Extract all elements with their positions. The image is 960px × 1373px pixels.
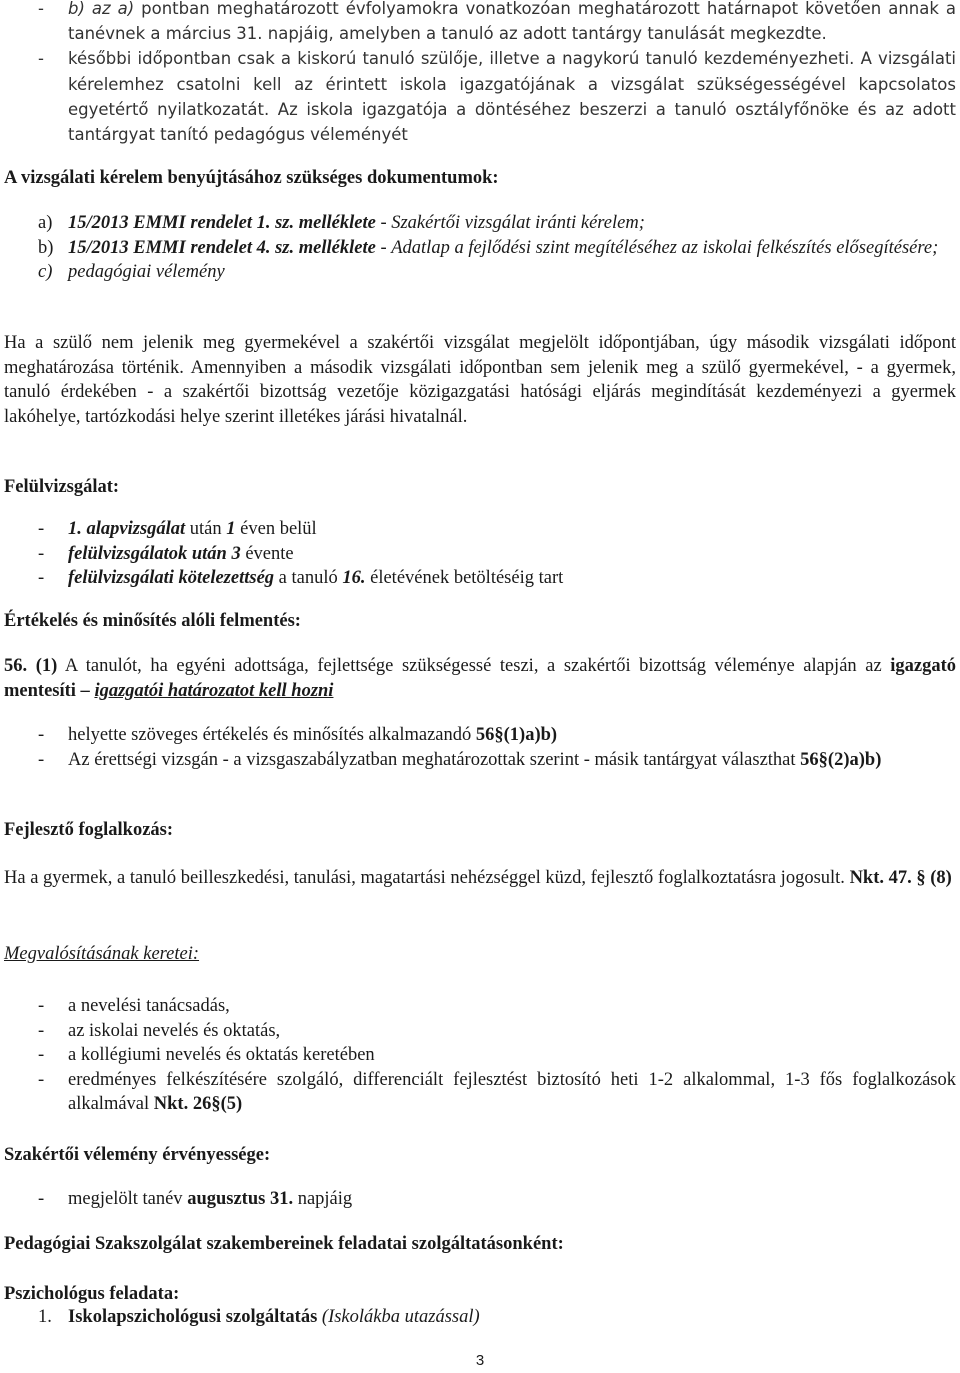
text-run: 1. alapvizsgálat [68,519,186,539]
top-list [4,0,956,147]
text-run: az iskolai nevelés és oktatás, [68,1020,281,1041]
list-marker: - [38,49,44,69]
list-item [4,1043,956,1068]
felulvizsgalat-list [4,517,956,591]
text-run: 56§(1)a)b) [475,725,558,745]
ertekeles-list [4,723,956,772]
docs-heading: A vizsgálati kérelem benyújtásához szükséges dokumentumok: [4,168,499,188]
ervenyesseg-heading: Szakértői vélemény érvényessége: [4,1145,271,1165]
list-marker: - [38,1189,45,1209]
list-marker: - [38,1069,45,1090]
text-run: pedagógiai vélemény [68,262,225,282]
text-run: 16. [342,568,366,588]
text-run: 1 [226,519,236,539]
list-marker: - [38,519,45,539]
list-item [4,1019,956,1044]
list-item [4,748,956,773]
text-run: a kollégiumi nevelés és oktatás keretében [68,1045,375,1065]
text-run: napjáig [293,1189,353,1209]
text-run: későbbi időpontban csak a kiskorú tanuló szülője, illetve a nagykorú tanuló kezdeményezheti. A vizsgálati kérelemhez csatolni kell az érintett iskola igazgatójának a vizsgálat szükségességével kapcsolatos egyetértő nyilatkozatát. Az iskola igazgatója a döntéséhez beszerzi a tanuló osztályfőnöke és az adott tantárgyat tanító pedagógus véleményét [68,49,956,145]
ervenyesseg-list [4,1187,956,1212]
pedagogiai-heading: Pedagógiai Szakszolgálat szakembereinek feladatai szolgáltatásonként: [4,1234,564,1254]
megvalositas-heading: Megvalósításának keretei: [4,944,200,964]
paragraph-absence: Ha a szülő nem jelenik meg gyermekével a szakértői vizsgálat megjelölt időpontjában, úgy második vizsgálati időpont meghatározása történik. Amennyiben a második vizsgálati időpontban sem jelenik meg a szülő gyermekével, - a gyermek, tanuló érdekében - a szakértői bizottság vezetője közigazgatási hatósági eljárás megindítását kezdeményezi a gyermek lakóhelye, tartózkodási helye szerint illetékes járási hivatalnál. [4,333,956,427]
text-run: - [375,213,392,233]
text-run: a nevelési tanácsadás, [68,996,230,1016]
text-run: Ha a gyermek, a tanuló beilleszkedési, tanulási, magatartási nehézséggel küzd, fejlesztő foglalkoztatásra jogosult. [4,868,850,888]
text-run: eredményes felkészítésére szolgáló, differenciált fejlesztést biztosító heti 1-2 alkalommal, 1-3 fős foglalkozások alkalmával [68,1069,956,1114]
list-item [4,1187,956,1212]
fejleszto-heading: Fejlesztő foglalkozás: [4,820,174,840]
list-item [4,0,956,46]
page-number: 3 [475,1352,485,1369]
list-item [4,517,956,542]
list-item [4,542,956,567]
list-marker: - [38,568,45,588]
text-run: 56. [4,656,28,676]
text-run: augusztus 31. [187,1189,294,1209]
paragraph-56 [4,654,956,703]
list-marker: - [38,749,45,770]
text-run: Az érettségi vizsgán - a vizsgaszabályzatban meghatározottak szerint - másik tantárgyat választhat [68,749,801,770]
pszichologus-list [4,1305,956,1330]
text-run: éven belül [235,519,317,539]
text-run [27,656,36,676]
text-run: pontban meghatározott évfolyamokra vonatkozóan meghatározott határnapot követően annak a tanévnek a március 31. napjáig, amelyben a tanuló az adott tantárgy tanulását megkezdte. [68,0,956,44]
text-run: Nkt. 47. § (8) [849,868,952,888]
text-run: Szakértői vizsgálat iránti kérelem; [391,213,645,233]
list-marker: - [38,0,44,18]
text-run: igazgatói határozatot kell hozni [94,680,334,701]
list-marker: a) [38,213,53,233]
megvalositas-list [4,994,956,1117]
felulvizsgalat-heading: Felülvizsgálat: [4,477,120,497]
list-marker: - [38,543,45,564]
list-marker: - [38,725,45,745]
text-run: b) az a) [68,0,135,18]
text-run: felülvizsgálati kötelezettség [68,568,275,588]
paragraph-fejleszto [4,866,956,891]
text-run: - [375,237,392,258]
text-run: Adatlap a fejlődési szint megítéléséhez az iskolai felkészítés elősegítésére; [391,237,939,258]
list-item [4,1305,956,1330]
text-run: a tanuló [274,568,343,588]
text-run: Iskolapszichológusi szolgáltatás [68,1307,318,1327]
text-run: A tanulót, ha egyéni adottsága, fejlettsége szükségessé teszi, a szakértői bizottság véleménye alapján az [57,656,891,676]
list-marker: 1. [38,1307,52,1327]
list-item [4,46,956,147]
list-item [4,566,956,591]
list-item [4,260,956,285]
text-run: helyette szöveges értékelés és minősítés alkalmazandó [68,725,476,745]
text-run: 56§(2)a)b) [800,749,882,770]
text-run: felülvizsgálatok után 3 [68,543,241,564]
text-run: Nkt. 26§(5) [153,1094,243,1114]
text-run: megjelölt tanév [68,1189,188,1209]
text-run: életévének betöltéséig tart [365,568,564,588]
text-run: 15/2013 EMMI rendelet 4. sz. melléklete [68,237,376,258]
text-run: évente [240,543,294,564]
ertekeles-heading: Értékelés és minősítés alóli felmentés: [4,611,301,631]
text-run: után [185,519,227,539]
list-item [4,236,956,261]
pszichologus-heading: Pszichológus feladata: [4,1284,180,1304]
list-marker: c) [38,262,53,282]
list-item [4,1068,956,1117]
list-marker: - [38,1045,45,1065]
list-item [4,994,956,1019]
list-marker: - [38,1020,45,1041]
list-marker: - [38,996,45,1016]
text-run: igazgató mentesíti – [4,656,957,701]
text-run: 15/2013 EMMI rendelet 1. sz. melléklete [68,213,376,233]
list-item [4,211,956,236]
list-marker: b) [38,237,54,258]
text-run: (Iskolákba utazással) [321,1307,480,1327]
text-run: (1) [35,656,58,676]
docs-list [4,211,956,285]
list-item [4,723,956,748]
